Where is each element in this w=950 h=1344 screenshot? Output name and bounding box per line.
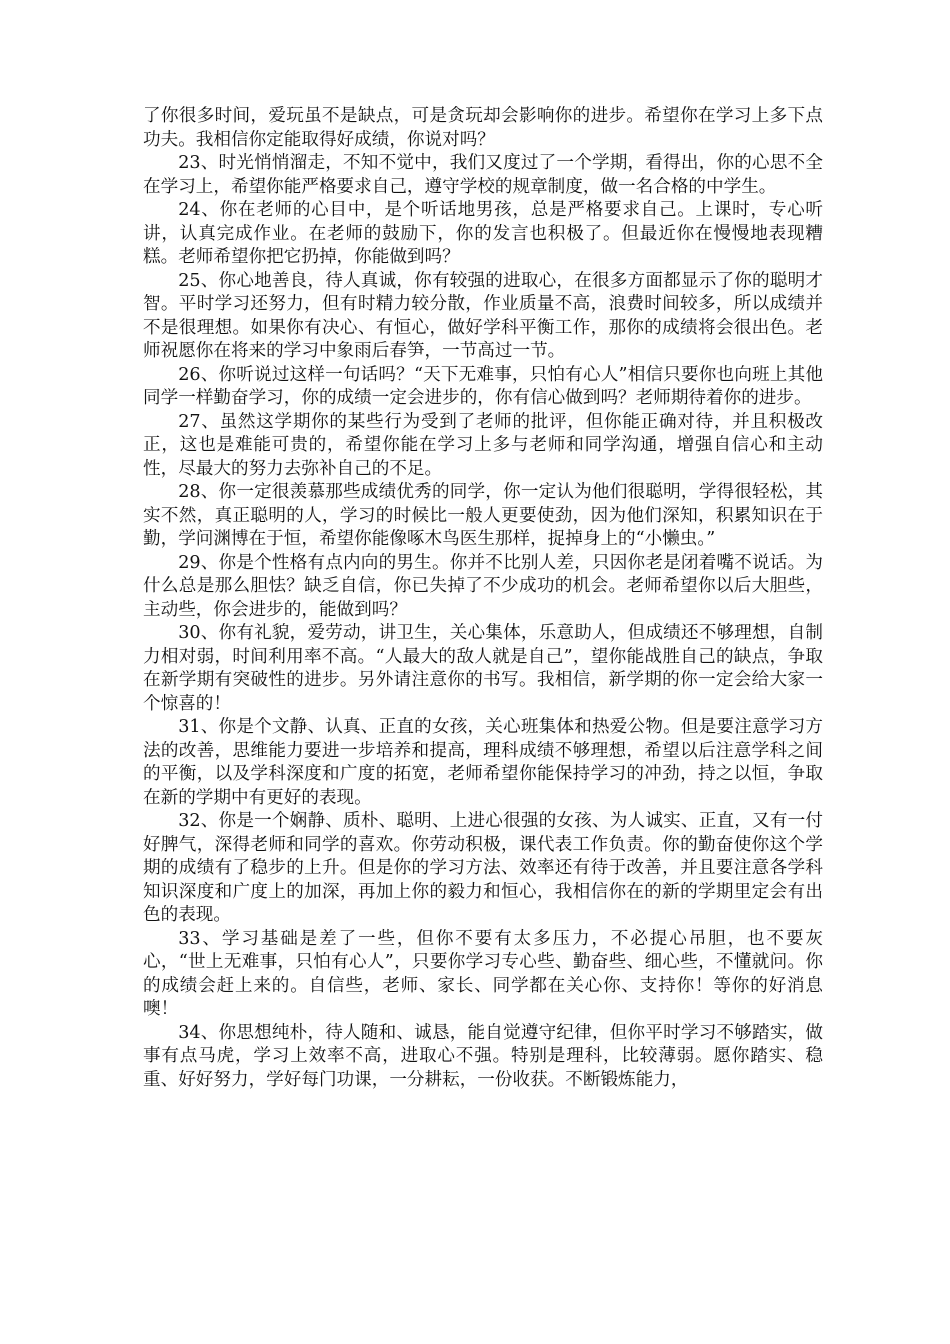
paragraph-31: 31、你是个文静、认真、正直的女孩，关心班集体和热爱公物。但是要注意学习方法的改善，思维能力要进一步培养和提高，理科成绩不够理想，希望以后注意学科之间的平衡，以及学科深度和广度的拓宽，老师希望你能保持学习的冲劲，持之以恒，争取在新的学期中有更好的表现。 (143, 717, 823, 808)
paragraph-29: 29、你是个性格有点内向的男生。你并不比别人差，只因你老是闭着嘴不说话。为什么总是那么胆怯？缺乏自信，你已失掉了不少成功的机会。老师希望你以后大胆些，主动些，你会进步的，能做到吗？ (143, 552, 823, 620)
paragraph-33: 33、学习基础是差了一些，但你不要有太多压力，不必提心吊胆，也不要灰心，“世上无难事，只怕有心人”，只要你学习专心些、勤奋些、细心些，不懂就问。你的成绩会赶上来的。自信些，老师、家长、同学都在关心你、支持你！等你的好消息噢！ (143, 928, 823, 1019)
paragraph-27: 27、虽然这学期你的某些行为受到了老师的批评，但你能正确对待，并且积极改正，这也是难能可贵的，希望你能在学习上多与老师和同学沟通，增强自信心和主动性，尽最大的努力去弥补自己的不足。 (143, 411, 823, 479)
paragraph-34: 34、你思想纯朴，待人随和、诚恳，能自觉遵守纪律，但你平时学习不够踏实，做事有点马虎，学习上效率不高，进取心不强。特别是理科，比较薄弱。愿你踏实、稳重、好好努力，学好每门功课，一分耕耘，一份收获。不断锻炼能力， (143, 1022, 823, 1090)
paragraph-23: 23、时光悄悄溜走，不知不觉中，我们又度过了一个学期，看得出，你的心思不全在学习上，希望你能严格要求自己，遵守学校的规章制度，做一名合格的中学生。 (143, 153, 823, 197)
paragraph-22-continued: 了你很多时间，爱玩虽不是缺点，可是贪玩却会影响你的进步。希望你在学习上多下点功夫。我相信你定能取得好成绩，你说对吗？ (143, 106, 823, 150)
paragraph-26: 26、你听说过这样一句话吗？“天下无难事，只怕有心人”相信只要你也向班上其他同学一样勤奋学习，你的成绩一定会进步的，你有信心做到吗？老师期待着你的进步。 (143, 364, 823, 408)
paragraph-24: 24、你在老师的心目中，是个听话地男孩，总是严格要求自己。上课时，专心听讲，认真完成作业。在老师的鼓励下，你的发言也积极了。但最近你在慢慢地表现糟糕。老师希望你把它扔掉，你能做到吗？ (143, 200, 823, 267)
paragraph-28: 28、你一定很羡慕那些成绩优秀的同学，你一定认为他们很聪明，学得很轻松，其实不然，真正聪明的人，学习的时候比一般人更要使劲，因为他们深知，积累知识在于勤，学问渊博在于恒，希望你能像啄木鸟医生那样，捉掉身上的“小懒虫。” (143, 482, 823, 549)
paragraph-30: 30、你有礼貌，爱劳动，讲卫生，关心集体，乐意助人，但成绩还不够理想，自制力相对弱，时间利用率不高。“人最大的敌人就是自己”，望你能战胜自己的缺点，争取在新学期有突破性的进步。另外请注意你的书写。我相信，新学期的你一定会给大家一个惊喜的！ (143, 623, 823, 714)
paragraph-32: 32、你是一个娴静、质朴、聪明、上进心很强的女孩、为人诚实、正直，又有一付好脾气，深得老师和同学的喜欢。你劳动积极，课代表工作负责。你的勤奋使你这个学期的成绩有了稳步的上升。但是你的学习方法、效率还有待于改善，并且要注意各学科知识深度和广度上的加深，再加上你的毅力和恒心，我相信你在的新的学期里定会有出色的表现。 (143, 811, 823, 925)
document-page (143, 105, 823, 1092)
paragraph-25: 25、你心地善良，待人真诚，你有较强的进取心，在很多方面都显示了你的聪明才智。平时学习还努力，但有时精力较分散，作业质量不高，浪费时间较多，所以成绩并不是很理想。如果你有决心、有恒心，做好学科平衡工作，那你的成绩将会很出色。老师祝愿你在将来的学习中象雨后春笋，一节高过一节。 (143, 270, 823, 361)
